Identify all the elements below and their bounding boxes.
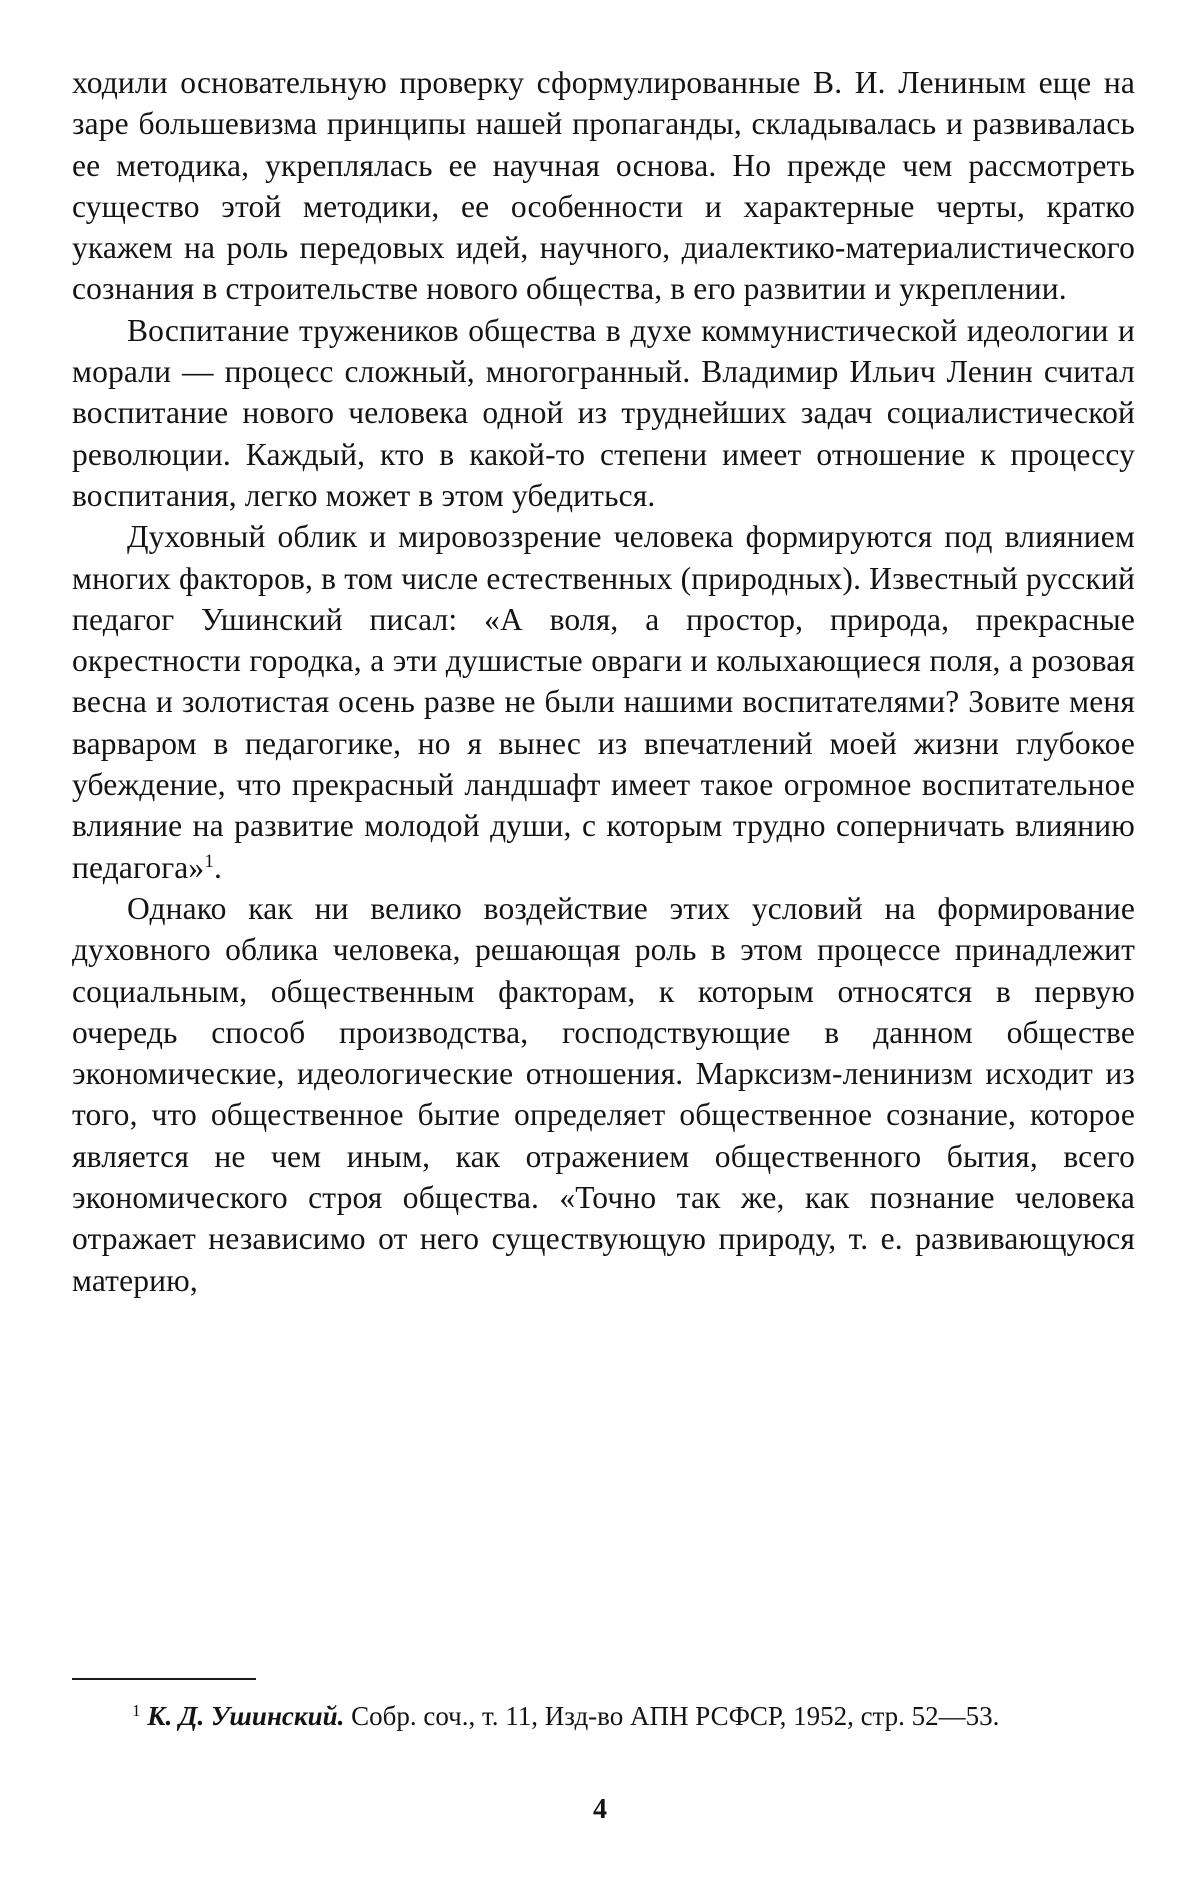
paragraph-2: Воспитание тружеников общества в духе коммунистической идеологии и морали — процесс сложный, многогранный. Владимир Ильич Ленин считал воспитание нового человека одной из труднейших задач социалистической революции. Каждый, кто в какой-то степени имеет отношение к процессу воспитания, легко может в этом убедиться. [72, 312, 1135, 513]
footnote-text: Собр. соч., т. 11, Изд-во АПН РСФСР, 1952, стр. 52—53. [344, 1701, 1000, 1731]
footnote-mark: 1 [132, 1701, 141, 1720]
footnote-reference: 1 [204, 850, 214, 872]
paragraph-1: ходили основательную проверку сформулированные В. И. Лениным еще на заре большевизма принципы нашей пропаганды, складывалась и развивалась ее методика, укреплялась ее научная основа. Но прежде чем рассмотреть существо этой методики, ее особенности и характерные черты, кратко укажем на роль передовых идей, научного, диалектико-материалистического сознания в строительстве нового общества, в его развитии и укреплении. [72, 65, 1135, 307]
paragraph-3-text: Духовный облик и мировоззрение человека формируются под влиянием многих факторов, в том числе естественных (природных). Известный русский педагог Ушинский писал: «А воля, а простор, природа, прекрасные окрестности городка, а эти душистые овраги и колыхающиеся поля, а розовая весна и золотистая осень разве не были нашими воспитателями? Зовите меня варваром в педагогике, но я вынес из впечатлений моей жизни глубокое убеждение, что прекрасный ландшафт имеет такое огромное воспитательное влияние на развитие молодой души, с которым трудно соперничать влиянию педагога» [72, 519, 1135, 885]
footnote [72, 1697, 1135, 1735]
footnote-divider [72, 1678, 256, 1680]
paragraph-4: Однако как ни велико воздействие этих условий на формирование духовного облика человека, решающая роль в этом процессе принадлежит социальным, общественным факторам, к которым относятся в первую очередь способ производства, господствующие в данном обществе экономические, идеологические отношения. Марксизм-ленинизм исходит из того, что общественное бытие определяет общественное сознание, которое является не чем иным, как отражением общественного бытия, всего экономического строя общества. «Точно так же, как познание человека отражает независимо от него существующую природу, т. е. развивающуюся материю, [72, 890, 1135, 1298]
paragraph-3 [72, 516, 1135, 888]
footnote-author: К. Д. Ушинский. [147, 1701, 345, 1731]
page-body [72, 62, 1135, 1301]
page-number: 4 [593, 1794, 607, 1825]
footnote-reference-suffix: . [213, 849, 223, 885]
